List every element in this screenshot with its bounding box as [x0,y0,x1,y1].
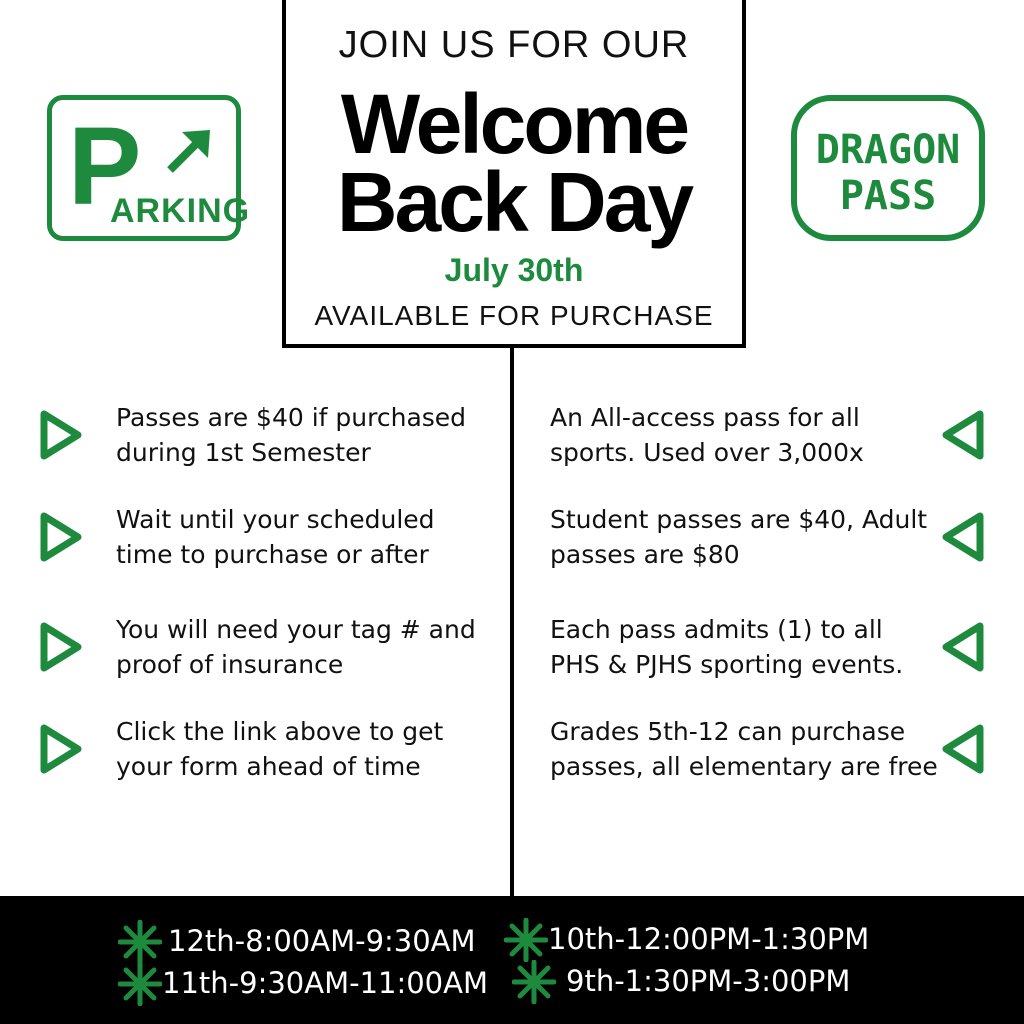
right-item-1-line1: An All-access pass for all [550,403,860,432]
left-item-2-line1: Wait until your scheduled [116,505,435,534]
schedule-slot-12th: 12th-8:00AM-9:30AM [168,924,476,958]
triangle-left-icon [940,620,986,674]
schedule-slot-11th: 11th-9:30AM-11:00AM [162,966,488,1000]
right-item-2-line1: Student passes are $40, Adult [550,505,928,534]
dragon-pass-line2: PASS [839,173,937,219]
schedule-bar [0,896,1024,1024]
left-item-1-line2: during 1st Semester [116,438,371,467]
right-item-3-line2: PHS & PJHS sporting events. [550,650,904,679]
event-title-line1: Welcome [340,77,688,171]
event-header [282,0,746,348]
left-item-2 [116,502,435,572]
join-text: JOIN US FOR OUR [338,24,690,66]
parking-sign [47,95,251,241]
right-item-4 [550,714,938,784]
schedule-slot-10th: 10th-12:00PM-1:30PM [548,922,870,956]
dragon-pass-badge [791,95,985,241]
parking-big-letter: P [68,105,142,228]
event-date: July 30th [444,252,584,288]
star-burst-icon [118,920,162,964]
left-item-1 [116,400,466,470]
star-burst-icon [504,918,548,962]
triangle-right-icon [38,510,84,564]
triangle-right-icon [38,620,84,674]
left-item-3-line1: You will need your tag # and [116,615,476,644]
right-item-4-line1: Grades 5th-12 can purchase [550,717,906,746]
left-item-4-line2: your form ahead of time [116,752,421,781]
right-item-2-line2: passes are $80 [550,540,740,569]
star-burst-icon [118,962,162,1006]
triangle-right-icon [38,722,84,776]
right-item-1 [550,400,864,470]
triangle-left-icon [940,722,986,776]
right-item-2 [550,502,927,572]
available-text: AVAILABLE FOR PURCHASE [314,300,714,331]
schedule-slot-9th: 9th-1:30PM-3:00PM [566,964,851,998]
right-item-3 [550,612,903,682]
left-item-2-line2: time to purchase or after [116,540,429,569]
left-item-3-line2: proof of insurance [116,650,344,679]
triangle-left-icon [940,408,986,462]
dragon-pass-line1: DRAGON [815,127,961,173]
right-item-3-line1: Each pass admits (1) to all [550,615,883,644]
event-title-line2: Back Day [336,155,692,249]
right-item-4-line2: passes, all elementary are free [550,752,938,781]
center-divider [510,348,514,896]
parking-rest-text: ARKING [110,192,251,230]
left-item-4-line1: Click the link above to get [116,717,444,746]
left-item-3 [116,612,476,682]
triangle-left-icon [940,510,986,564]
left-item-4 [116,714,443,784]
arrow-up-right-icon [164,126,214,176]
right-item-1-line2: sports. Used over 3,000x [550,438,864,467]
star-burst-icon [512,960,556,1004]
left-item-1-line1: Passes are $40 if purchased [116,403,467,432]
triangle-right-icon [38,408,84,462]
